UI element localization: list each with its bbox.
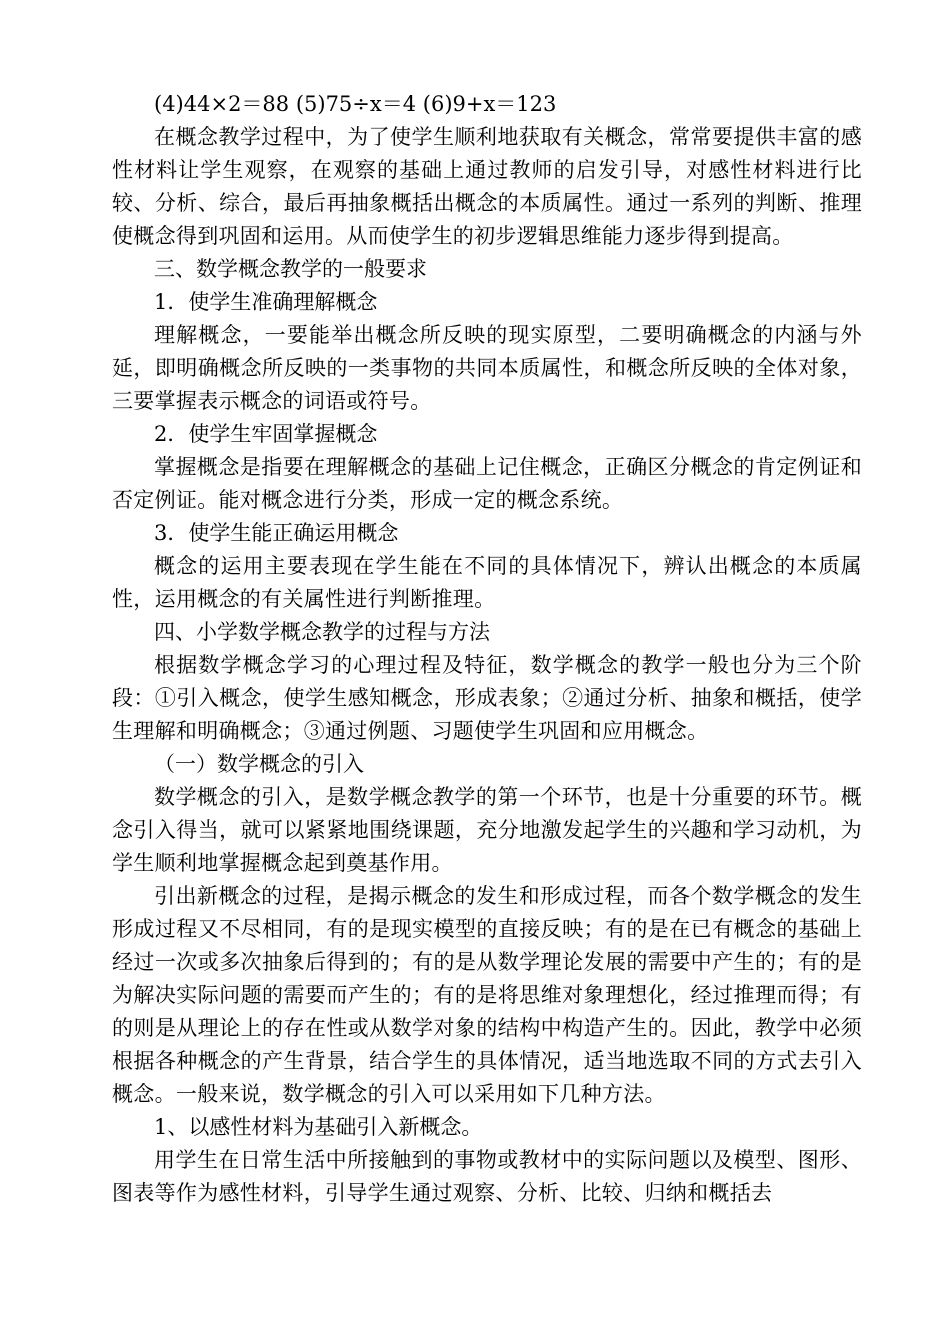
subsection-heading: 1、以感性材料为基础引入新概念。 — [154, 1115, 483, 1139]
equation-line: (4)44×2＝88 (5)75÷x＝4 (6)9+x＝123 — [154, 92, 557, 116]
paragraph: 理解概念，一要能举出概念所反映的现实原型，二要明确概念的内涵与外延，即明确概念所反映的一类事物的共同本质属性，和概念所反映的全体对象，三要掌握表示概念的词语或符号。 — [112, 323, 862, 413]
paragraph: 掌握概念是指要在理解概念的基础上记住概念，正确区分概念的肯定例证和否定例证。能对概念进行分类，形成一定的概念系统。 — [112, 455, 862, 512]
paragraph: 在概念教学过程中，为了使学生顺利地获取有关概念，常常要提供丰富的感性材料让学生观察，在观察的基础上通过教师的启发引导，对感性材料进行比较、分析、综合，最后再抽象概括出概念的本质属性。通过一系列的判断、推理使概念得到巩固和运用。从而使学生的初步逻辑思维能力逐步得到提高。 — [112, 125, 862, 248]
paragraph: 根据数学概念学习的心理过程及特征，数学概念的教学一般也分为三个阶段：①引入概念，使学生感知概念，形成表象；②通过分析、抽象和概括，使学生理解和明确概念；③通过例题、习题使学生巩固和应用概念。 — [112, 653, 862, 743]
section-heading: 四、小学数学概念教学的过程与方法 — [154, 620, 490, 644]
paragraph: 概念的运用主要表现在学生能在不同的具体情况下，辨认出概念的本质属性，运用概念的有关属性进行判断推理。 — [112, 554, 862, 611]
paragraph: 引出新概念的过程，是揭示概念的发生和形成过程，而各个数学概念的发生形成过程又不尽相同，有的是现实模型的直接反映；有的是在已有概念的基础上经过一次或多次抽象后得到的；有的是从数学理论发展的需要中产生的；有的是为解决实际问题的需要而产生的；有的是将思维对象理想化，经过推理而得；有的则是从理论上的存在性或从数学对象的结构中构造产生的。因此，教学中必须根据各种概念的产生背景，结合学生的具体情况，适当地选取不同的方式去引入概念。一般来说，数学概念的引入可以采用如下几种方法。 — [112, 884, 862, 1106]
subsection-heading: 3．使学生能正确运用概念 — [154, 521, 399, 545]
subsection-heading: 1．使学生准确理解概念 — [154, 290, 378, 314]
paragraph: 数学概念的引入，是数学概念教学的第一个环节，也是十分重要的环节。概念引入得当，就可以紧紧地围绕课题，充分地激发起学生的兴趣和学习动机，为学生顺利地掌握概念起到奠基作用。 — [112, 785, 862, 875]
paragraph: 用学生在日常生活中所接触到的事物或教材中的实际问题以及模型、图形、图表等作为感性材料，引导学生通过观察、分析、比较、归纳和概括去 — [112, 1148, 862, 1205]
subsection-heading: 2．使学生牢固掌握概念 — [154, 422, 378, 446]
section-heading: 三、数学概念教学的一般要求 — [154, 257, 427, 281]
subsection-heading: （一）数学概念的引入 — [154, 752, 364, 776]
document-page — [112, 88, 862, 1210]
